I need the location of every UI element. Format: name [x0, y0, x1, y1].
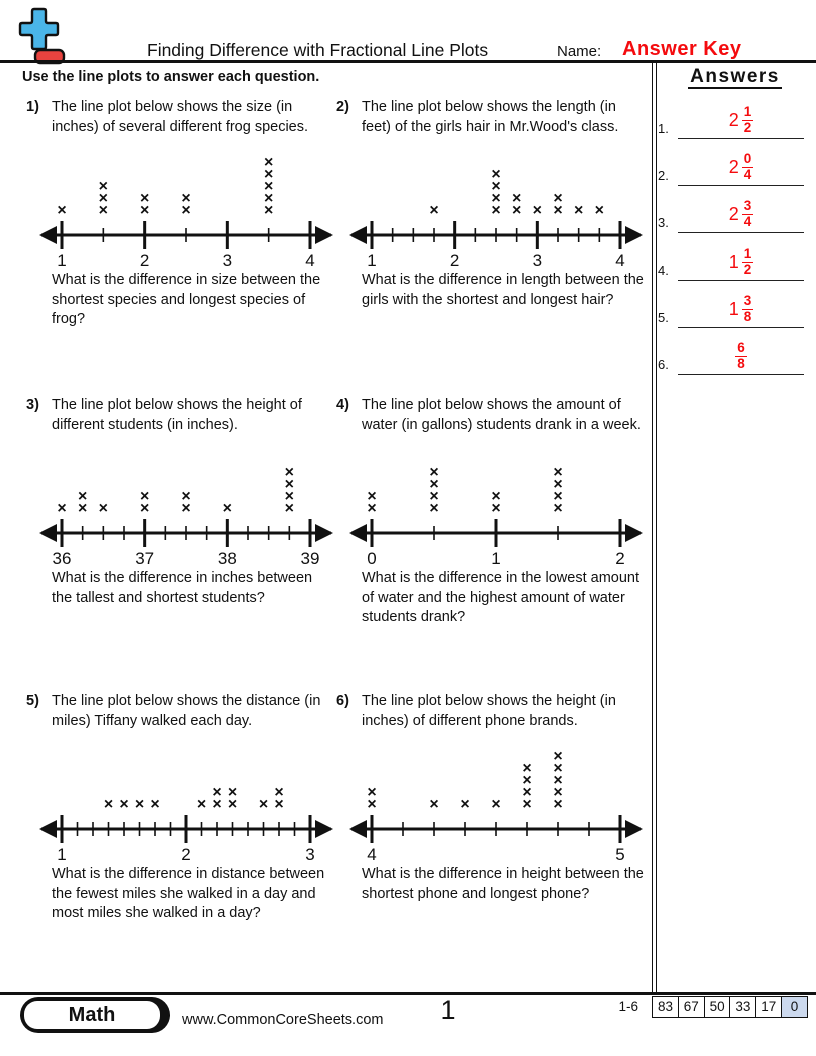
x-mark: ×	[553, 202, 563, 219]
x-mark: ×	[553, 784, 563, 801]
x-mark: ×	[367, 500, 377, 517]
x-mark: ×	[98, 190, 109, 207]
x-mark: ×	[491, 166, 501, 183]
left-arrow-icon	[349, 524, 367, 542]
score-cell: 50	[704, 996, 731, 1018]
x-mark: ×	[573, 202, 584, 219]
answer-row-1	[658, 97, 808, 139]
x-mark: ×	[139, 500, 150, 517]
answer-3-value: 2 $\frac{3}{4}$	[728, 198, 752, 230]
x-mark: ×	[181, 190, 191, 207]
x-mark: ×	[429, 500, 439, 517]
x-mark: ×	[274, 796, 284, 813]
x-mark: ×	[284, 476, 295, 493]
answer-row-3	[658, 191, 808, 233]
tick-label: 2	[181, 845, 191, 863]
x-mark: ×	[222, 500, 233, 517]
tick-label: 3	[222, 251, 233, 269]
left-arrow-icon	[39, 820, 57, 838]
instructions-text: Use the line plots to answer each question.	[22, 69, 320, 85]
answer-3-label: 3.	[658, 215, 669, 230]
x-mark: ×	[227, 796, 238, 813]
math-badge	[20, 997, 170, 1033]
x-mark: ×	[522, 796, 532, 813]
score-table	[652, 996, 808, 1018]
x-mark: ×	[429, 796, 439, 813]
answer-4-line	[678, 280, 804, 281]
answer-row-6	[658, 333, 808, 375]
answer-4-value: 1 $\frac{1}{2}$	[728, 246, 752, 278]
question-4-line-plot	[348, 455, 644, 567]
x-mark: ×	[491, 178, 501, 195]
x-mark: ×	[553, 760, 563, 777]
right-arrow-icon	[315, 820, 333, 838]
x-mark: ×	[181, 500, 191, 517]
score-cell: 17	[755, 996, 782, 1018]
x-mark: ×	[258, 796, 269, 813]
question-5-intro: The line plot below shows the distance (in miles) Tiffany walked each day.	[52, 693, 321, 729]
tick-label: 2	[139, 251, 150, 269]
x-mark: ×	[181, 202, 191, 219]
x-mark: ×	[227, 784, 238, 801]
x-mark: ×	[522, 784, 532, 801]
question-1-intro: The line plot below shows the size (in inches) of several different frog species.	[52, 99, 309, 135]
x-mark: ×	[553, 751, 563, 765]
x-mark: ×	[553, 190, 563, 207]
page-number: 1	[440, 995, 456, 1025]
question-6-intro: The line plot below shows the height (in inches) of different phone brands.	[362, 693, 616, 729]
x-mark: ×	[284, 488, 295, 505]
math-badge-label: Math	[24, 1001, 160, 1029]
x-mark: ×	[150, 796, 160, 813]
header-rule	[0, 60, 816, 63]
x-mark: ×	[429, 464, 439, 481]
question-3	[26, 396, 338, 608]
question-1-number: 1)	[26, 99, 39, 115]
right-arrow-icon	[625, 820, 643, 838]
answer-key-label: Answer Key	[622, 38, 742, 60]
x-mark: ×	[491, 202, 501, 219]
website-text: www.CommonCoreSheets.com	[182, 1012, 384, 1028]
answer-1-line	[678, 138, 804, 139]
question-1-line-plot	[38, 157, 334, 269]
answer-6-label: 6.	[658, 357, 669, 372]
x-mark: ×	[119, 796, 129, 813]
score-range-label: 1-6	[618, 999, 638, 1014]
x-mark: ×	[284, 464, 295, 481]
x-mark: ×	[553, 500, 563, 517]
x-mark: ×	[57, 202, 67, 219]
question-5-line-plot	[38, 751, 334, 863]
x-mark: ×	[284, 500, 295, 517]
question-1	[26, 98, 338, 330]
left-arrow-icon	[349, 820, 367, 838]
x-mark: ×	[511, 190, 522, 207]
page-title: Finding Difference with Fractional Line Plots	[147, 40, 489, 60]
x-mark: ×	[98, 202, 109, 219]
question-5-text: What is the difference in distance between the fewest miles she walked in a day and most miles she walked in a day?	[52, 866, 325, 921]
tick-label: 2	[615, 549, 625, 567]
left-arrow-icon	[39, 524, 57, 542]
x-mark: ×	[139, 488, 150, 505]
question-3-line-plot	[38, 455, 334, 567]
tick-label: 5	[615, 845, 625, 863]
x-mark: ×	[367, 784, 377, 801]
x-mark: ×	[77, 500, 88, 517]
answer-1-value: 2 $\frac{1}{2}$	[728, 104, 752, 136]
x-mark: ×	[139, 190, 150, 207]
x-mark: ×	[263, 202, 274, 219]
x-mark: ×	[196, 796, 207, 813]
answer-row-5	[658, 286, 808, 328]
tick-label: 1	[57, 251, 67, 269]
tick-label: 4	[305, 251, 315, 269]
answer-row-2	[658, 144, 808, 186]
question-2-line-plot	[348, 157, 644, 269]
x-mark: ×	[181, 488, 191, 505]
answer-row-4	[658, 239, 808, 281]
x-mark: ×	[263, 166, 274, 183]
x-mark: ×	[367, 796, 377, 813]
left-arrow-icon	[39, 226, 57, 244]
question-4-number: 4)	[336, 397, 349, 413]
question-2-intro: The line plot below shows the length (in feet) of the girls hair in Mr.Wood's class.	[362, 99, 619, 135]
question-3-intro: The line plot below shows the height of different students (in inches).	[52, 397, 302, 433]
question-2	[336, 98, 648, 310]
x-mark: ×	[553, 488, 563, 505]
question-5-number: 5)	[26, 693, 39, 709]
tick-label: 3	[532, 251, 543, 269]
score-cell: 83	[652, 996, 679, 1018]
x-mark: ×	[460, 796, 470, 813]
x-mark: ×	[263, 190, 274, 207]
x-mark: ×	[532, 202, 543, 219]
tick-label: 36	[52, 549, 72, 567]
x-mark: ×	[98, 500, 109, 517]
plus-minus-logo-icon	[16, 6, 68, 66]
x-mark: ×	[491, 796, 501, 813]
tick-label: 1	[491, 549, 501, 567]
tick-label: 2	[449, 251, 460, 269]
tick-label: 1	[367, 251, 377, 269]
x-mark: ×	[553, 772, 563, 789]
x-mark: ×	[553, 464, 563, 481]
tick-label: 3	[305, 845, 315, 863]
answer-6-line	[678, 374, 804, 375]
answers-divider	[652, 62, 657, 992]
score-cell: 67	[678, 996, 705, 1018]
x-mark: ×	[522, 760, 532, 777]
x-mark: ×	[429, 202, 439, 219]
question-1-text: What is the difference in size between the shortest species and longest species of frog?	[52, 272, 321, 327]
question-6	[336, 692, 648, 904]
question-4-text: What is the difference in the lowest amount of water and the highest amount of water students drank?	[362, 570, 639, 625]
x-mark: ×	[553, 476, 563, 493]
right-arrow-icon	[315, 226, 333, 244]
answer-5-line	[678, 327, 804, 328]
answer-3-line	[678, 232, 804, 233]
answer-2-label: 2.	[658, 168, 669, 183]
answer-2-line	[678, 185, 804, 186]
x-mark: ×	[429, 488, 439, 505]
question-4	[336, 396, 648, 628]
question-5	[26, 692, 338, 924]
x-mark: ×	[103, 796, 114, 813]
answer-1-label: 1.	[658, 121, 669, 136]
question-3-text: What is the difference in inches between the tallest and shortest students?	[52, 570, 313, 606]
x-mark: ×	[98, 178, 109, 195]
question-6-number: 6)	[336, 693, 349, 709]
x-mark: ×	[553, 796, 563, 813]
answers-heading: Answers	[690, 66, 780, 87]
right-arrow-icon	[625, 226, 643, 244]
x-mark: ×	[522, 772, 532, 789]
question-6-text: What is the difference in height between the shortest phone and longest phone?	[362, 866, 644, 902]
tick-label: 38	[217, 549, 237, 567]
right-arrow-icon	[625, 524, 643, 542]
question-2-text: What is the difference in length between the girls with the shortest and longest hair?	[362, 272, 644, 308]
score-cell-highlighted: 0	[781, 996, 808, 1018]
x-mark: ×	[594, 202, 605, 219]
x-mark: ×	[139, 202, 150, 219]
tick-label: 4	[615, 251, 625, 269]
x-mark: ×	[212, 784, 222, 801]
x-mark: ×	[77, 488, 88, 505]
x-mark: ×	[491, 500, 501, 517]
right-arrow-icon	[315, 524, 333, 542]
answer-5-label: 5.	[658, 310, 669, 325]
x-mark: ×	[263, 157, 274, 171]
tick-label: 37	[135, 549, 155, 567]
tick-label: 1	[57, 845, 67, 863]
x-mark: ×	[263, 178, 274, 195]
x-mark: ×	[212, 796, 222, 813]
tick-label: 4	[367, 845, 377, 863]
answer-2-value: 2 $\frac{0}{4}$	[728, 151, 752, 183]
answer-5-value: 1 $\frac{3}{8}$	[728, 293, 752, 325]
question-3-number: 3)	[26, 397, 39, 413]
left-arrow-icon	[349, 226, 367, 244]
answer-6-value: $\frac{6}{8}$	[737, 340, 745, 372]
x-mark: ×	[134, 796, 145, 813]
question-2-number: 2)	[336, 99, 349, 115]
x-mark: ×	[367, 488, 377, 505]
question-4-intro: The line plot below shows the amount of water (in gallons) students drank in a week.	[362, 397, 641, 433]
x-mark: ×	[511, 202, 522, 219]
answer-4-label: 4.	[658, 263, 669, 278]
plus-glyph	[20, 9, 58, 49]
x-mark: ×	[429, 476, 439, 493]
x-mark: ×	[274, 784, 284, 801]
x-mark: ×	[491, 190, 501, 207]
score-cell: 33	[729, 996, 756, 1018]
x-mark: ×	[57, 500, 67, 517]
question-6-line-plot	[348, 751, 644, 863]
name-label: Name:	[557, 43, 602, 60]
tick-label: 0	[367, 549, 377, 567]
tick-label: 39	[300, 549, 320, 567]
x-mark: ×	[491, 488, 501, 505]
